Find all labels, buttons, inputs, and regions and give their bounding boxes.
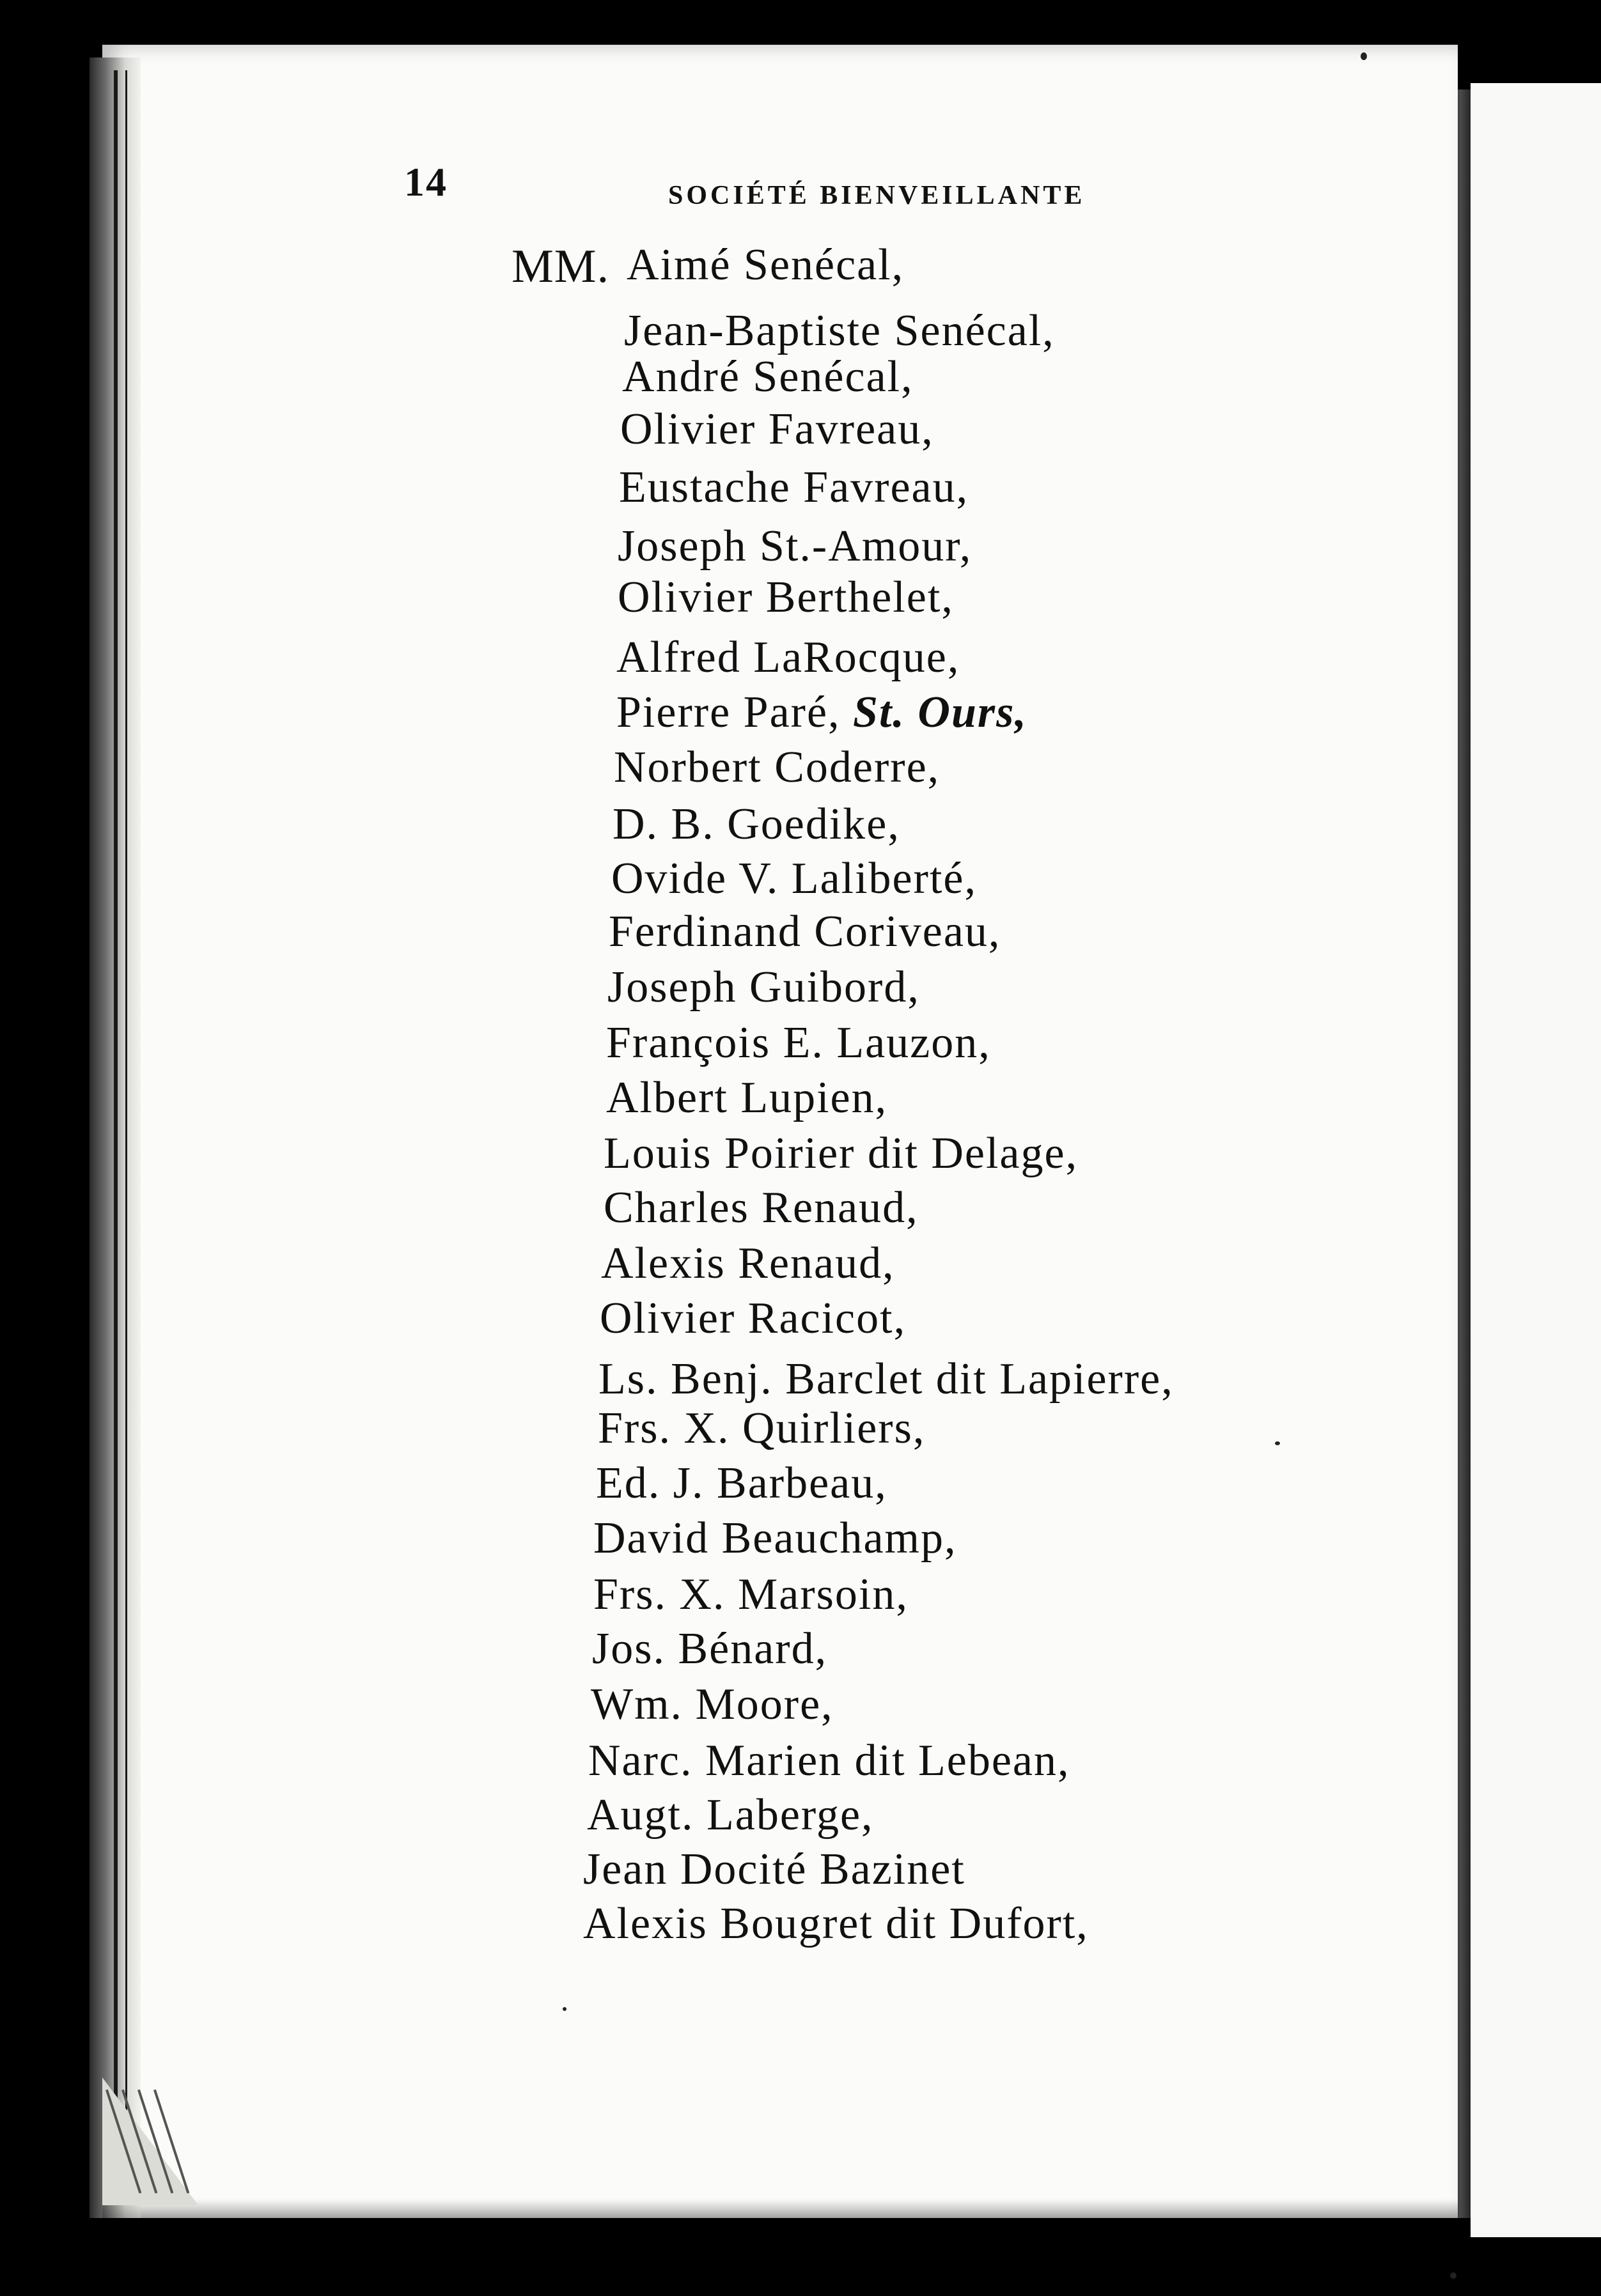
- member-name: Olivier Racicot,: [600, 1294, 907, 1343]
- member-name: Frs. X. Marsoin,: [593, 1570, 909, 1619]
- member-name: Ed. J. Barbeau,: [596, 1459, 887, 1508]
- binding-line: [114, 70, 118, 2180]
- binding-line: [125, 70, 127, 2180]
- page-number: 14: [404, 159, 448, 205]
- scan-speck: [563, 2007, 566, 2011]
- member-name: Olivier Favreau,: [620, 405, 934, 454]
- member-name: Louis Poirier dit Delage,: [604, 1129, 1079, 1178]
- salutation: MM.: [512, 240, 610, 293]
- page-bottom-shadow: [102, 2199, 1458, 2224]
- member-name: Pierre Paré, St. Ours,: [616, 688, 1027, 737]
- member-name: Jos. Bénard,: [592, 1624, 828, 1673]
- page-corner-curl: [102, 2077, 198, 2205]
- member-name: Charles Renaud,: [604, 1183, 919, 1232]
- member-name: David Beauchamp,: [593, 1514, 957, 1563]
- member-name: Olivier Berthelet,: [618, 573, 954, 622]
- member-name: D. B. Goedike,: [613, 800, 900, 849]
- member-name: André Senécal,: [622, 352, 914, 401]
- scan-speck: [1450, 2272, 1457, 2279]
- member-name: Alexis Bougret dit Dufort,: [583, 1899, 1089, 1948]
- running-head: SOCIÉTÉ BIENVEILLANTE: [668, 181, 1086, 210]
- place-name: St. Ours,: [853, 688, 1027, 737]
- member-name: Augt. Laberge,: [587, 1790, 874, 1840]
- member-name: Joseph St.-Amour,: [618, 522, 972, 571]
- member-name: Ferdinand Coriveau,: [609, 907, 1001, 956]
- member-name: Norbert Coderre,: [614, 743, 941, 792]
- member-name: Narc. Marien dit Lebean,: [588, 1736, 1070, 1785]
- member-name: Ovide V. Laliberté,: [611, 854, 977, 903]
- member-name: Alexis Renaud,: [601, 1239, 895, 1288]
- member-name: Aimé Senécal,: [627, 240, 905, 290]
- member-name: Frs. X. Quirliers,: [598, 1404, 926, 1453]
- member-name: Alfred LaRocque,: [616, 633, 960, 682]
- facing-page-edge: [1471, 83, 1601, 2237]
- member-name: Albert Lupien,: [606, 1073, 888, 1122]
- member-name: Wm. Moore,: [591, 1680, 834, 1729]
- member-name: Jean Docité Bazinet: [583, 1845, 965, 1894]
- member-name: Eustache Favreau,: [619, 463, 969, 512]
- scan-speck: [1275, 1441, 1280, 1445]
- member-name: Joseph Guibord,: [607, 963, 920, 1012]
- member-name: Ls. Benj. Barclet dit Lapierre,: [598, 1354, 1174, 1404]
- scan-speck: [1361, 52, 1367, 60]
- member-name: François E. Lauzon,: [606, 1018, 991, 1067]
- member-name: Jean-Baptiste Senécal,: [624, 306, 1055, 355]
